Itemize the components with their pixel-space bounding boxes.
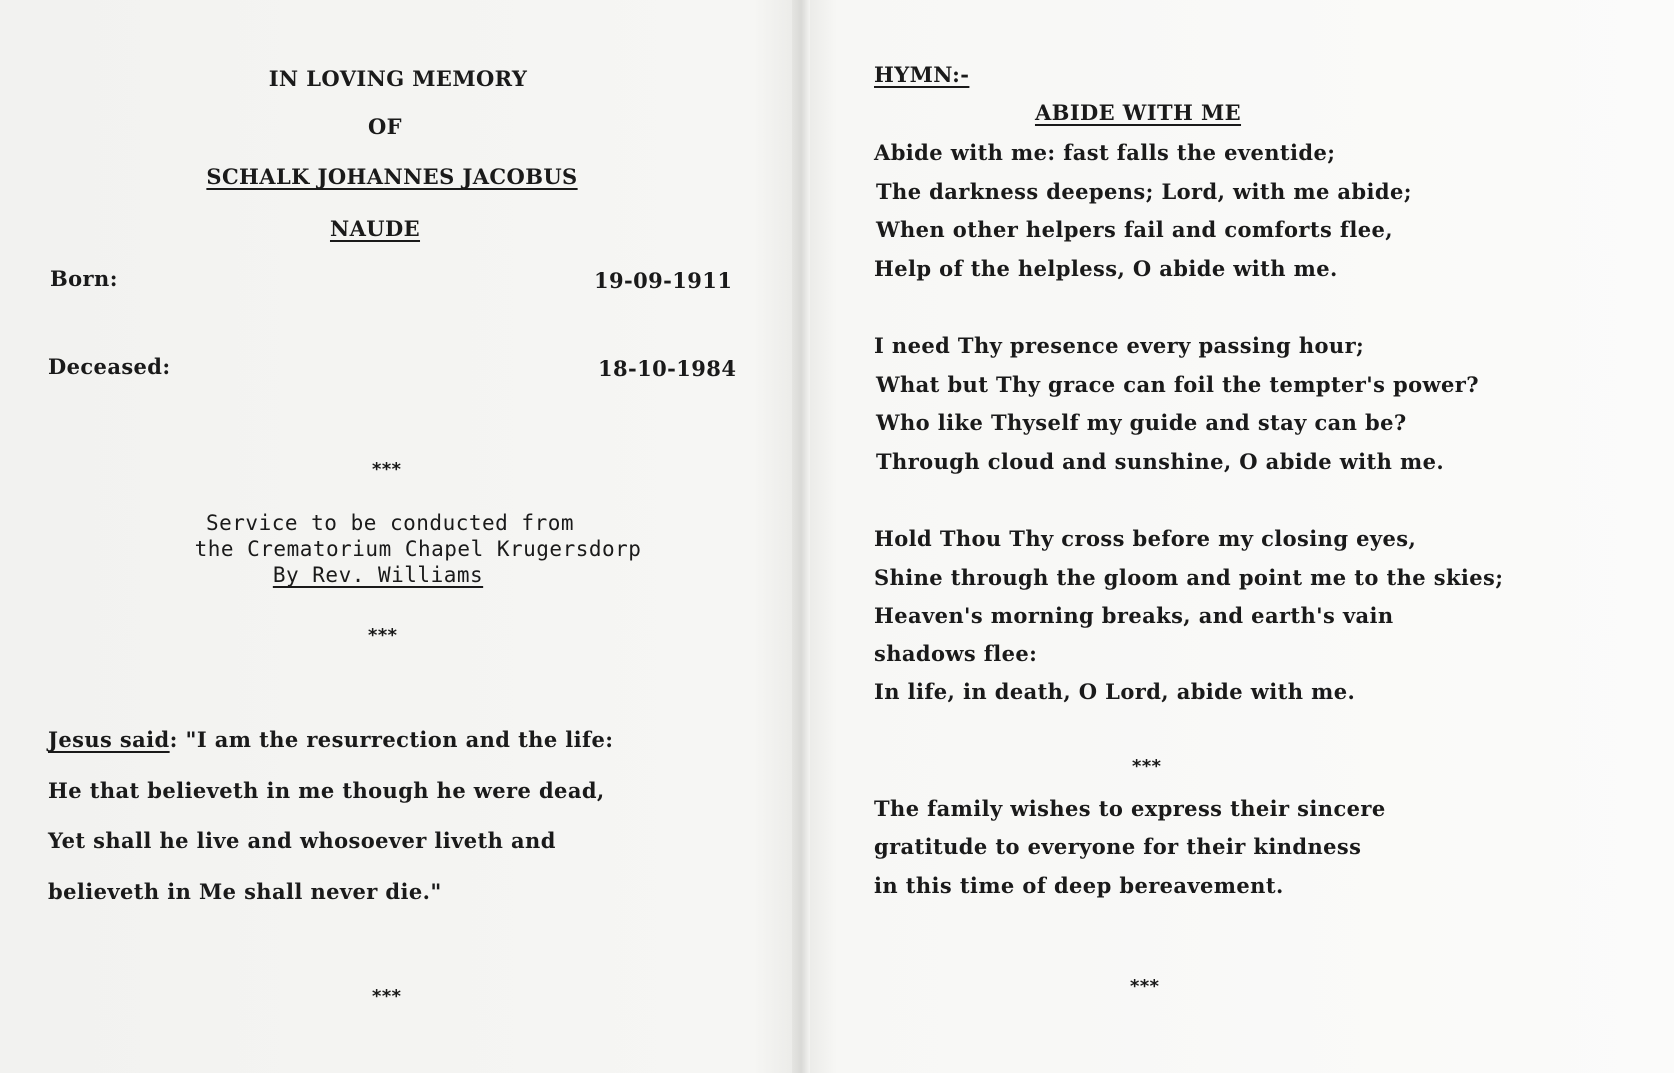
deceased-name: SCHALK JOHANNES JACOBUS — [206, 164, 578, 189]
title-line-2: OF — [367, 114, 403, 139]
hymn-line: Through cloud and sunshine, O abide with me. — [876, 449, 1445, 474]
hymn-line: When other helpers fail and comforts flee, — [876, 217, 1393, 242]
verse-line-3: Yet shall he live and whosoever liveth and — [48, 828, 556, 853]
title-line-1: IN LOVING MEMORY — [268, 66, 528, 91]
verse-line-1-text: : "I am the resurrection and the life: — [169, 727, 614, 752]
separator-stars: *** — [1129, 976, 1159, 997]
left-page — [0, 0, 792, 1073]
hymn-line: shadows flee: — [874, 641, 1038, 666]
hymn-label: HYMN:- — [874, 62, 970, 87]
deceased-surname: NAUDE — [329, 216, 421, 241]
separator-stars: *** — [1131, 756, 1161, 777]
deceased-label: Deceased: — [48, 354, 171, 379]
born-date: 19-09-1911 — [594, 268, 733, 293]
verse-line-1 — [48, 727, 613, 752]
service-line-1: Service to be conducted from — [205, 511, 575, 535]
hymn-line: Abide with me: fast falls the eventide; — [874, 140, 1336, 165]
verse-speaker: Jesus said — [48, 727, 170, 752]
hymn-line: The darkness deepens; Lord, with me abide; — [876, 179, 1412, 204]
separator-stars: *** — [371, 459, 401, 480]
thanks-line: The family wishes to express their sincere — [874, 796, 1386, 821]
service-line-2: the Crematorium Chapel Krugersdorp — [194, 537, 642, 561]
right-page — [810, 0, 1674, 1073]
verse-line-4: believeth in Me shall never die." — [48, 879, 442, 904]
hymn-title: ABIDE WITH ME — [1034, 100, 1242, 125]
hymn-line: In life, in death, O Lord, abide with me. — [874, 679, 1356, 704]
hymn-line: Heaven's morning breaks, and earth's vain — [874, 603, 1394, 628]
thanks-line: in this time of deep bereavement. — [874, 873, 1284, 898]
hymn-line: Hold Thou Thy cross before my closing eyes, — [874, 526, 1417, 551]
hymn-line: What but Thy grace can foil the tempter's power? — [876, 372, 1479, 397]
hymn-line: Shine through the gloom and point me to the skies; — [874, 565, 1504, 590]
page-fold — [792, 0, 810, 1073]
hymn-line: I need Thy presence every passing hour; — [874, 333, 1365, 358]
service-officiant: By Rev. Williams — [272, 563, 484, 587]
thanks-line: gratitude to everyone for their kindness — [874, 834, 1362, 859]
deceased-date: 18-10-1984 — [598, 356, 737, 381]
separator-stars: *** — [367, 625, 397, 646]
separator-stars: *** — [371, 986, 401, 1007]
verse-line-2: He that believeth in me though he were dead, — [48, 778, 605, 803]
hymn-line: Help of the helpless, O abide with me. — [874, 256, 1338, 281]
hymn-line: Who like Thyself my guide and stay can be? — [876, 410, 1407, 435]
born-label: Born: — [50, 266, 118, 291]
